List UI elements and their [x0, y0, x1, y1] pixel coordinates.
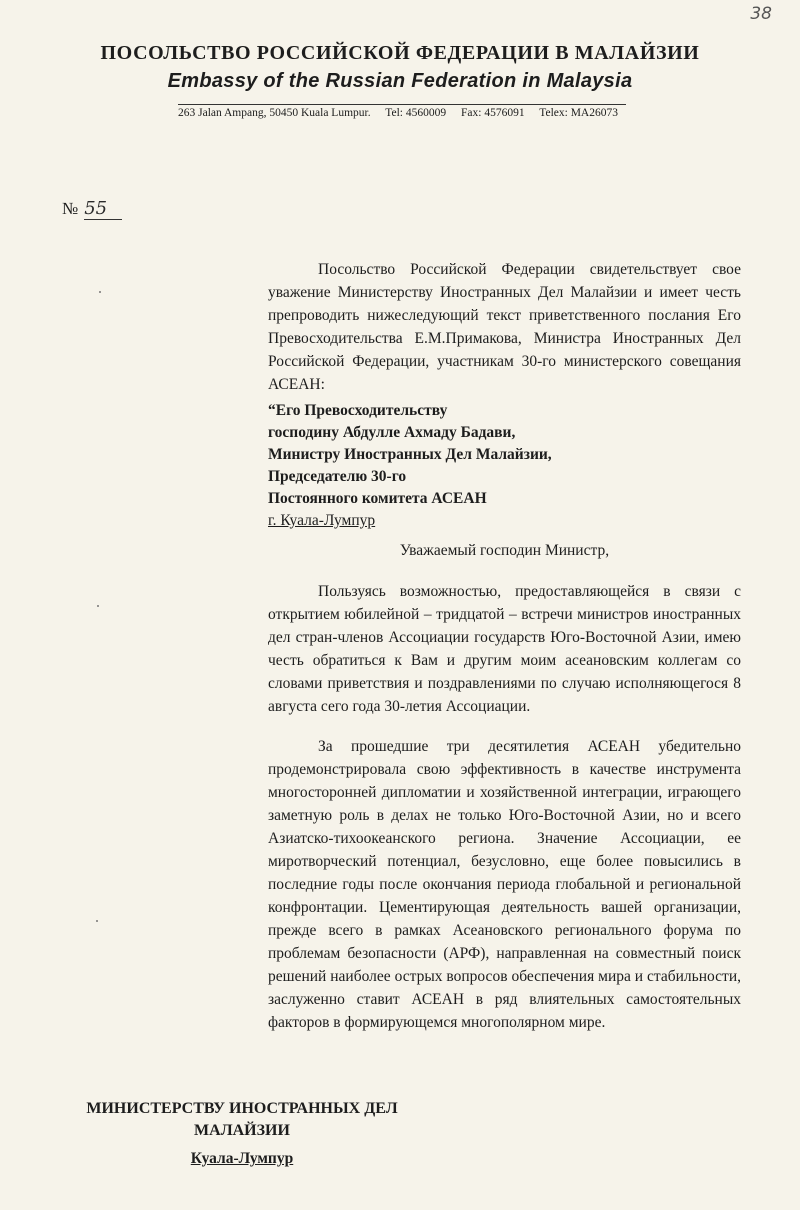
- letterhead-tel: Tel: 4560009: [385, 107, 447, 119]
- reference-number: [62, 198, 122, 220]
- letterhead-title-ru: ПОСОЛЬСТВО РОССИЙСКОЙ ФЕДЕРАЦИИ В МАЛАЙЗИИ: [100, 42, 700, 64]
- margin-dot: [99, 291, 101, 293]
- addressee-line: “Его Превосходительству: [268, 402, 448, 419]
- footer-recipient-line: МАЛАЙЗИИ: [194, 1122, 290, 1139]
- body-paragraph-2: За прошедшие три десятилетия АСЕАН убедительно продемонстрировала свою эффективность в качестве инструмента многосторонней дипломатии и хозяйственной интеграции, играющего заметную роль в делах не только Юго-Восточной Азии, но и всего Азиатско-тихоокеанского региона. Значение Ассоциации, ее миротворческий потенциал, безусловно, еще более повысились в последние годы после окончания периода глобальной и региональной конфронтации. Цементирующая деятельность вашей организации, прежде всего в рамках Асеановского регионального форума по проблемам безопасности (АРФ), направленная на совместный поиск решений наиболее острых вопросов обеспечения мира и стабильности, заслуженно ставит АСЕАН в ряд влиятельных самостоятельных факторов в формирующемся многополярном мире.: [268, 738, 741, 1031]
- addressee-line: Председателю 30-го: [268, 468, 407, 485]
- salutation: Уважаемый господин Министр,: [399, 542, 610, 559]
- margin-dot: [97, 605, 99, 607]
- addressee-city: г. Куала-Лумпур: [268, 512, 376, 529]
- addressee-line: господину Абдулле Ахмаду Бадави,: [268, 424, 516, 441]
- page-number: 38: [750, 4, 772, 24]
- intro-paragraph: Посольство Российской Федерации свидетельствует свое уважение Министерству Иностранных Дел Малайзии и имеет честь препроводить нижеследующий текст приветственного послания Его Превосходительства Е.М.Примакова, Министра Иностранных Дел Российской Федерации, участникам 30-го министерского совещания АСЕАН:: [268, 261, 741, 393]
- addressee-block: [268, 400, 748, 532]
- letterhead-rule: [178, 104, 626, 105]
- footer-city: Куала-Лумпур: [190, 1150, 294, 1167]
- handwritten-number: 55: [84, 198, 122, 220]
- margin-dot: [96, 920, 98, 922]
- body-paragraph-1: Пользуясь возможностью, предоставляющейся в связи с открытием юбилейной – тридцатой – встречи министров иностранных дел стран-членов Ассоциации государств Юго-Восточной Азии, имею честь обратиться к Вам и другим моим асеановским коллегам со словами приветствия и поздравлениями по случаю исполняющегося 8 августа сего года 30-летия Ассоциации.: [268, 583, 741, 715]
- footer-recipient-line: МИНИСТЕРСТВУ ИНОСТРАННЫХ ДЕЛ: [86, 1100, 398, 1117]
- letterhead-contacts: [178, 107, 638, 119]
- letterhead-telex: Telex: MA26073: [539, 107, 618, 119]
- letterhead-address: 263 Jalan Ampang, 50450 Kuala Lumpur.: [178, 107, 371, 119]
- addressee-line: Постоянного комитета АСЕАН: [268, 490, 487, 507]
- footer-recipient: [62, 1098, 422, 1142]
- letterhead-title-en: Embassy of the Russian Federation in Malaysia: [167, 70, 633, 92]
- addressee-line: Министру Иностранных Дел Малайзии,: [268, 446, 552, 463]
- number-sign: №: [62, 199, 79, 218]
- letterhead-fax: Fax: 4576091: [461, 107, 525, 119]
